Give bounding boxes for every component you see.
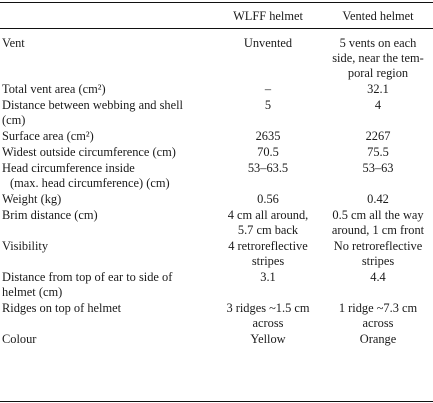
- table-row: [0, 129, 433, 145]
- vented-value: [323, 161, 433, 192]
- cell-line: 53–63: [362, 161, 394, 175]
- cell-line: Ridges on top of helmet: [2, 301, 122, 315]
- cell-line: Colour: [2, 332, 37, 346]
- wlff-value: [213, 98, 323, 129]
- cell-line: (cm): [2, 113, 26, 127]
- cell-line: around, 1 cm front: [331, 223, 425, 237]
- cell-line: Visibility: [2, 239, 49, 253]
- column-header-property: [0, 4, 213, 28]
- row-label: [0, 145, 213, 161]
- helmet-table: [0, 4, 433, 348]
- vented-value: [323, 145, 433, 161]
- row-label: [0, 129, 213, 145]
- wlff-value: [213, 28, 323, 82]
- row-label: [0, 332, 213, 348]
- cell-line: 5: [264, 98, 272, 112]
- cell-line: 1 ridge ~7.3 cm: [338, 301, 418, 315]
- cell-line: 0.56: [257, 192, 279, 206]
- vented-value: [323, 28, 433, 82]
- wlff-value: [213, 239, 323, 270]
- table-row: [0, 82, 433, 98]
- cell-line: 53–63.5: [247, 161, 289, 175]
- row-label: [0, 301, 213, 332]
- vented-value: [323, 239, 433, 270]
- wlff-value: [213, 270, 323, 301]
- cell-line: (max. head circumference) (cm): [10, 176, 170, 190]
- cell-line: 70.5: [257, 145, 279, 159]
- cell-line: 3 ridges ~1.5 cm: [226, 301, 310, 315]
- table-row: [0, 332, 433, 348]
- row-label: [0, 98, 213, 129]
- row-label: [0, 82, 213, 98]
- cell-line: 5 vents on each: [339, 36, 417, 50]
- table-row: [0, 161, 433, 192]
- cell-line: Yellow: [250, 332, 286, 346]
- vented-value: [323, 270, 433, 301]
- wlff-value: [213, 208, 323, 239]
- cell-line: helmet (cm): [2, 285, 63, 299]
- wlff-value: [213, 145, 323, 161]
- table-row: [0, 208, 433, 239]
- table-top-rule: [0, 2, 433, 3]
- vented-value: [323, 192, 433, 208]
- wlff-value: [213, 332, 323, 348]
- cell-line: Head circumference inside: [2, 161, 135, 175]
- vented-value: [323, 332, 433, 348]
- cell-line: 4 cm all around,: [227, 208, 309, 222]
- cell-line: 2635: [255, 129, 281, 143]
- row-label: [0, 270, 213, 301]
- cell-line: 32.1: [367, 82, 389, 96]
- table-row: [0, 301, 433, 332]
- cell-line: Weight (kg): [2, 192, 62, 206]
- cell-line: 4: [374, 98, 382, 112]
- cell-line: stripes: [251, 254, 285, 268]
- vented-value: [323, 98, 433, 129]
- cell-line: Distance from top of ear to side of: [2, 270, 173, 284]
- table-row: [0, 239, 433, 270]
- row-label: [0, 28, 213, 82]
- cell-line: –: [264, 82, 272, 96]
- row-label: [0, 161, 213, 192]
- cell-line: Unvented: [243, 36, 293, 50]
- wlff-value: [213, 161, 323, 192]
- cell-line: poral region: [347, 66, 409, 80]
- cell-line: 2267: [365, 129, 391, 143]
- table-row: [0, 145, 433, 161]
- column-header-vented: Vented helmet: [342, 8, 414, 23]
- cell-line: 3.1: [260, 270, 276, 284]
- cell-line: Orange: [359, 332, 397, 346]
- cell-line: 0.5 cm all the way: [332, 208, 424, 222]
- table-body: [0, 28, 433, 348]
- row-label: [0, 208, 213, 239]
- row-label: [0, 239, 213, 270]
- vented-value: [323, 129, 433, 145]
- cell-line: 0.42: [367, 192, 389, 206]
- table-row: [0, 192, 433, 208]
- wlff-value: [213, 82, 323, 98]
- table-row: [0, 270, 433, 301]
- cell-line: Widest outside circumference (cm): [2, 145, 176, 159]
- cell-line: No retroreflective: [333, 239, 423, 253]
- cell-line: 5.7 cm back: [237, 223, 299, 237]
- cell-line: Total vent area (cm²): [2, 82, 106, 96]
- vented-value: [323, 208, 433, 239]
- table-row: [0, 28, 433, 82]
- cell-line: Vent: [2, 36, 25, 50]
- vented-value: [323, 301, 433, 332]
- column-header-wlff: WLFF helmet: [233, 8, 303, 23]
- cell-line: Brim distance (cm): [2, 208, 98, 222]
- cell-line: 75.5: [367, 145, 389, 159]
- cell-line: Distance between webbing and shell: [2, 98, 183, 112]
- row-label: [0, 192, 213, 208]
- wlff-value: [213, 192, 323, 208]
- vented-value: [323, 82, 433, 98]
- cell-line: across: [252, 316, 284, 330]
- wlff-value: [213, 129, 323, 145]
- wlff-value: [213, 301, 323, 332]
- cell-line: 4 retroreflective: [228, 239, 308, 253]
- cell-line: 4.4: [370, 270, 386, 284]
- cell-line: across: [362, 316, 394, 330]
- cell-line: side, near the tem-: [332, 51, 424, 65]
- table-row: [0, 98, 433, 129]
- table-header-row: [0, 4, 433, 28]
- cell-line: stripes: [361, 254, 395, 268]
- cell-line: Surface area (cm²): [2, 129, 94, 143]
- table-bottom-rule: [0, 401, 433, 402]
